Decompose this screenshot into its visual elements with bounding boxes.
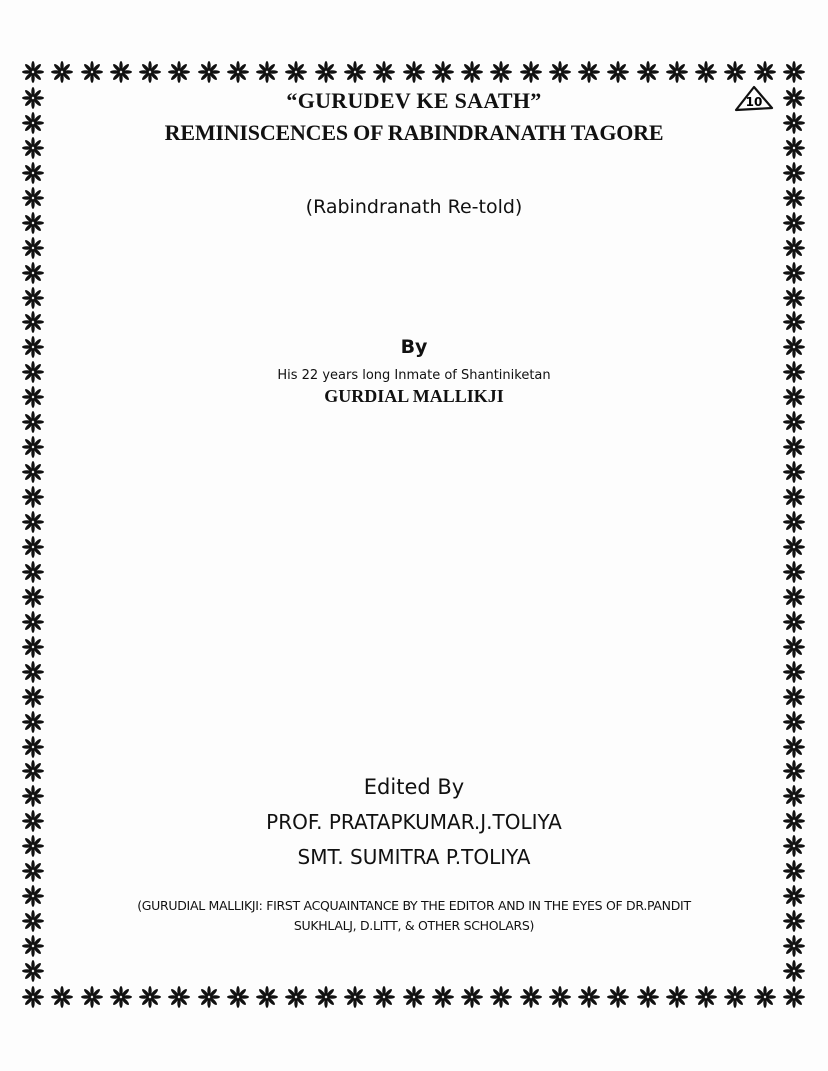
asterisk-star-icon <box>695 61 717 83</box>
asterisk-star-icon <box>22 287 44 309</box>
edited-by-label: Edited By <box>363 775 465 799</box>
asterisk-star-icon <box>783 561 805 583</box>
author-description: His 22 years long Inmate of Shantiniketan <box>277 368 551 383</box>
asterisk-star-icon <box>51 61 73 83</box>
asterisk-star-icon <box>139 61 161 83</box>
asterisk-star-icon <box>783 636 805 658</box>
note-line: (GURUDIAL MALLIKJI: FIRST ACQUAINTANCE BY THE EDITOR AND IN THE EYES OF DR.PANDIT <box>137 898 691 913</box>
asterisk-star-icon <box>256 986 278 1008</box>
asterisk-star-icon <box>754 986 776 1008</box>
asterisk-star-icon <box>22 736 44 758</box>
asterisk-star-icon <box>783 461 805 483</box>
editor-name: SMT. SUMITRA P.TOLIYA <box>297 845 531 869</box>
asterisk-star-icon <box>783 486 805 508</box>
asterisk-star-icon <box>520 61 542 83</box>
asterisk-star-icon <box>783 162 805 184</box>
asterisk-star-icon <box>578 986 600 1008</box>
author-name: GURDIAL MALLIKJI <box>324 386 504 406</box>
asterisk-star-icon <box>783 736 805 758</box>
asterisk-star-icon <box>607 61 629 83</box>
asterisk-star-icon <box>22 311 44 333</box>
asterisk-star-icon <box>754 61 776 83</box>
asterisk-star-icon <box>22 162 44 184</box>
asterisk-star-icon <box>520 986 542 1008</box>
asterisk-star-icon <box>139 986 161 1008</box>
asterisk-star-icon <box>783 411 805 433</box>
asterisk-star-icon <box>22 986 44 1008</box>
asterisk-star-icon <box>22 436 44 458</box>
asterisk-star-icon <box>549 61 571 83</box>
asterisk-star-icon <box>783 237 805 259</box>
asterisk-star-icon <box>783 661 805 683</box>
asterisk-star-icon <box>22 486 44 508</box>
asterisk-star-icon <box>637 986 659 1008</box>
asterisk-star-icon <box>783 935 805 957</box>
asterisk-star-icon <box>315 61 337 83</box>
asterisk-star-icon <box>198 986 220 1008</box>
asterisk-star-icon <box>22 511 44 533</box>
asterisk-star-icon <box>227 986 249 1008</box>
subtitle: (Rabindranath Re-told) <box>305 196 523 218</box>
asterisk-star-icon <box>22 411 44 433</box>
asterisk-star-icon <box>461 61 483 83</box>
asterisk-star-icon <box>81 61 103 83</box>
asterisk-star-icon <box>22 686 44 708</box>
book-title: “GURUDEV KE SAATH” <box>286 88 542 113</box>
asterisk-star-icon <box>490 61 512 83</box>
asterisk-star-icon <box>22 636 44 658</box>
asterisk-star-icon <box>578 61 600 83</box>
asterisk-star-icon <box>344 61 366 83</box>
asterisk-star-icon <box>373 61 395 83</box>
asterisk-star-icon <box>22 61 44 83</box>
asterisk-star-icon <box>461 986 483 1008</box>
asterisk-star-icon <box>22 960 44 982</box>
asterisk-star-icon <box>22 262 44 284</box>
asterisk-star-icon <box>22 237 44 259</box>
asterisk-star-icon <box>22 461 44 483</box>
asterisk-star-icon <box>783 61 805 83</box>
asterisk-star-icon <box>373 986 395 1008</box>
asterisk-star-icon <box>549 986 571 1008</box>
editor-name: PROF. PRATAPKUMAR.J.TOLIYA <box>266 810 562 834</box>
asterisk-star-icon <box>22 935 44 957</box>
asterisk-star-icon <box>783 511 805 533</box>
asterisk-star-icon <box>51 986 73 1008</box>
asterisk-star-icon <box>724 61 746 83</box>
asterisk-star-icon <box>198 61 220 83</box>
asterisk-star-icon <box>783 711 805 733</box>
asterisk-star-icon <box>783 586 805 608</box>
asterisk-star-icon <box>490 986 512 1008</box>
asterisk-star-icon <box>315 986 337 1008</box>
asterisk-star-icon <box>110 61 132 83</box>
note-line: SUKHLALJ, D.LITT, & OTHER SCHOLARS) <box>293 918 535 933</box>
asterisk-star-icon <box>22 586 44 608</box>
asterisk-star-icon <box>227 61 249 83</box>
asterisk-star-icon <box>22 611 44 633</box>
asterisk-star-icon <box>168 986 190 1008</box>
by-label: By <box>400 336 428 358</box>
asterisk-star-icon <box>285 986 307 1008</box>
asterisk-star-icon <box>403 61 425 83</box>
asterisk-star-icon <box>22 561 44 583</box>
asterisk-star-icon <box>783 686 805 708</box>
asterisk-star-icon <box>22 661 44 683</box>
asterisk-star-icon <box>637 61 659 83</box>
asterisk-star-icon <box>81 986 103 1008</box>
asterisk-star-icon <box>607 986 629 1008</box>
asterisk-star-icon <box>783 436 805 458</box>
asterisk-star-icon <box>344 986 366 1008</box>
asterisk-star-icon <box>666 61 688 83</box>
asterisk-star-icon <box>783 311 805 333</box>
asterisk-star-icon <box>285 61 307 83</box>
asterisk-star-icon <box>783 611 805 633</box>
asterisk-star-icon <box>724 986 746 1008</box>
page-number: 10 <box>745 95 763 109</box>
asterisk-star-icon <box>695 986 717 1008</box>
asterisk-star-icon <box>22 711 44 733</box>
asterisk-star-icon <box>256 61 278 83</box>
asterisk-star-icon <box>432 986 454 1008</box>
asterisk-star-icon <box>432 61 454 83</box>
asterisk-star-icon <box>110 986 132 1008</box>
asterisk-star-icon <box>783 262 805 284</box>
asterisk-star-icon <box>783 287 805 309</box>
asterisk-star-icon <box>783 960 805 982</box>
asterisk-star-icon <box>403 986 425 1008</box>
asterisk-star-icon <box>783 986 805 1008</box>
book-subtitle-heading: REMINISCENCES OF RABINDRANATH TAGORE <box>164 120 664 145</box>
asterisk-star-icon <box>783 536 805 558</box>
asterisk-star-icon <box>22 536 44 558</box>
asterisk-star-icon <box>666 986 688 1008</box>
asterisk-star-icon <box>168 61 190 83</box>
